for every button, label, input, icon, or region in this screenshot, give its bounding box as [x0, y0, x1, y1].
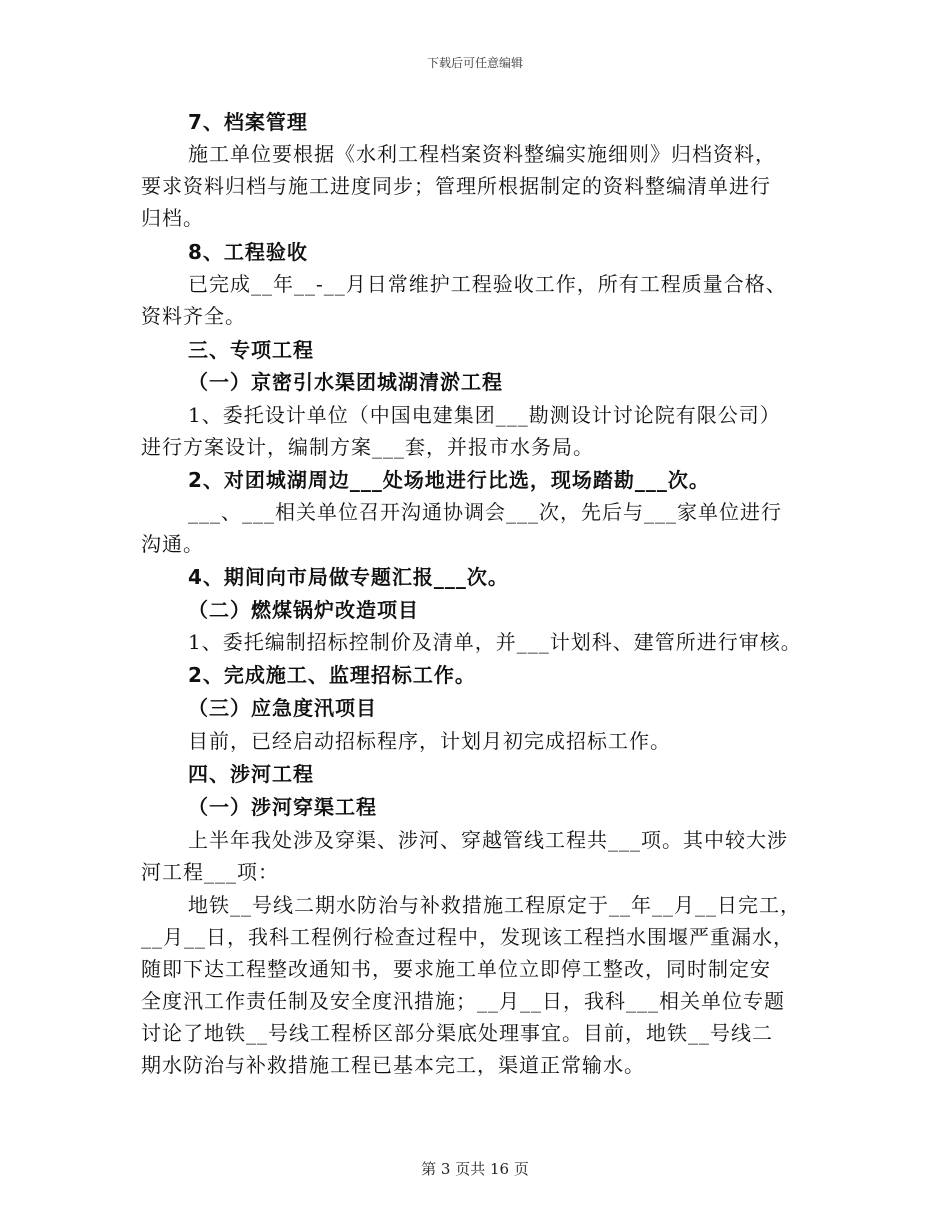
- page-footer: 第 3 页共 16 页: [421, 1160, 529, 1178]
- paragraph-line: 随即下达工程整改通知书，要求施工单位立即停工整改，同时制定安: [141, 957, 771, 981]
- document-body: [141, 106, 821, 1081]
- section-heading: （三）应急度汛项目: [188, 696, 377, 720]
- paragraph-line: 目前，已经启动招标程序，计划月初完成招标工作。: [188, 729, 671, 753]
- paragraph-line: 进行方案设计，编制方案___套，并报市水务局。: [141, 435, 594, 459]
- paragraph-line: 河工程___项：: [141, 860, 279, 884]
- paragraph-line: ___、___相关单位召开沟通协调会___次，先后与___家单位进行: [188, 500, 782, 524]
- section-heading: 8、工程验收: [188, 240, 308, 264]
- paragraph-line: 1、委托设计单位（中国电建集团___勘测设计讨论院有限公司）: [188, 403, 781, 427]
- paragraph-line: 全度汛工作责任制及安全度汛措施；__月__日，我科___相关单位专题: [141, 989, 785, 1013]
- section-heading: 2、完成施工、监理招标工作。: [188, 663, 476, 687]
- paragraph-line: 归档。: [141, 206, 204, 230]
- paragraph-line: 已完成__年__-__月日常维护工程验收工作，所有工程质量合格、: [188, 272, 787, 296]
- section-heading: 三、专项工程: [188, 338, 314, 362]
- paragraph-line: 资料齐全。: [141, 304, 246, 328]
- section-heading: 2、对团城湖周边___处场地进行比选，现场踏勘___次。: [188, 468, 710, 492]
- section-heading: （一）京密引水渠团城湖清淤工程: [188, 370, 503, 394]
- paragraph-line: 讨论了地铁__号线工程桥区部分渠底处理事宜。目前，地铁__号线二: [141, 1021, 773, 1045]
- page-header: 下载后可任意编辑: [426, 56, 523, 70]
- section-heading: 7、档案管理: [188, 110, 308, 134]
- section-heading: 4、期间向市局做专题汇报___次。: [188, 565, 509, 589]
- paragraph-line: 施工单位要根据《水利工程档案资料整编实施细则》归档资料，: [188, 142, 776, 166]
- paragraph-line: 1、委托编制招标控制价及清单，并___计划科、建管所进行审核。: [188, 630, 802, 654]
- paragraph-line: 上半年我处涉及穿渠、涉河、穿越管线工程共___项。其中较大涉: [188, 828, 788, 852]
- paragraph-line: __月__日，我科工程例行检查过程中，发现该工程挡水围堰严重漏水，: [141, 925, 794, 949]
- paragraph-line: 地铁__号线二期水防治与补救措施工程原定于__年__月__日完工，: [188, 893, 801, 917]
- section-heading: （二）燃煤锅炉改造项目: [188, 598, 419, 622]
- paragraph-line: 期水防治与补救措施工程已基本完工，渠道正常输水。: [141, 1053, 645, 1077]
- paragraph-line: 沟通。: [141, 532, 204, 556]
- paragraph-line: 要求资料归档与施工进度同步；管理所根据制定的资料整编清单进行: [141, 174, 771, 198]
- section-heading: （一）涉河穿渠工程: [188, 795, 377, 819]
- section-heading: 四、涉河工程: [188, 762, 314, 786]
